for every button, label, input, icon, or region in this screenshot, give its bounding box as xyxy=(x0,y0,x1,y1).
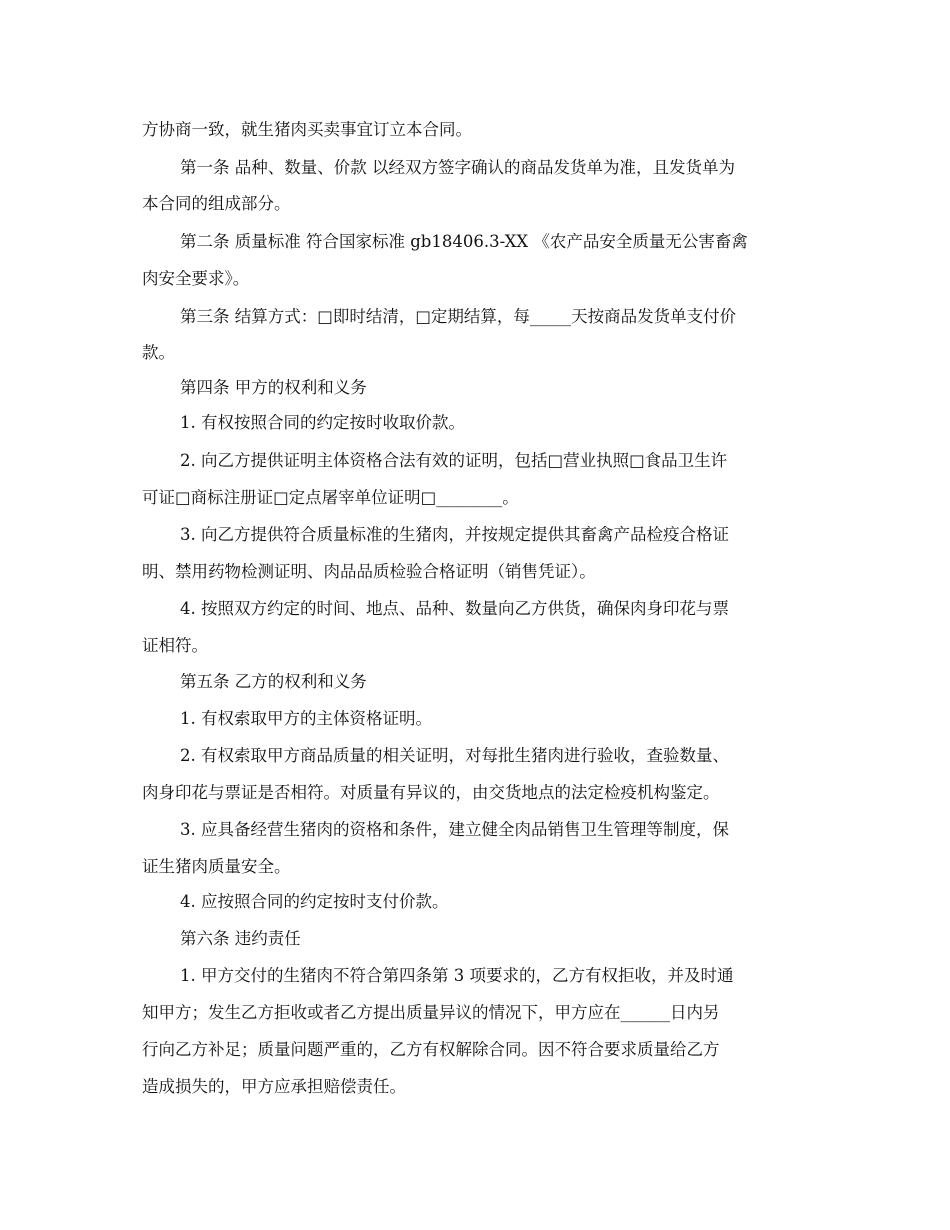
text-line-20: 3. 应具备经营生猪肉的资格和条件，建立健全肉品销售卫生管理等制度，保 xyxy=(180,820,729,839)
text-line-25: 知甲方；发生乙方拒收或者乙方提出质量异议的情况下，甲方应在______日内另 xyxy=(142,1003,720,1022)
text-line-4: 第二条 质量标准 符合国家标准 gb18406.3-XX 《农产品安全质量无公害畜禽 xyxy=(180,232,748,251)
text-line-1: 方协商一致，就生猪肉买卖事宜订立本合同。 xyxy=(142,120,472,139)
text-line-3: 本合同的组成部分。 xyxy=(142,194,291,213)
text-line-2: 第一条 品种、数量、价款 以经双方签字确认的商品发货单为准，且发货单为 xyxy=(180,158,735,177)
text-line-19: 肉身印花与票证是否相符。对质量有异议的，由交货地点的法定检疫机构鉴定。 xyxy=(142,783,720,802)
text-line-8: 第四条 甲方的权利和义务 xyxy=(180,378,367,397)
text-line-13: 明、禁用药物检测证明、肉品品质检验合格证明（销售凭证）。 xyxy=(142,562,596,581)
text-line-12: 3. 向乙方提供符合质量标准的生猪肉，并按规定提供其畜禽产品检疫合格证 xyxy=(180,525,729,544)
text-line-16: 第五条 乙方的权利和义务 xyxy=(180,672,367,691)
text-line-11: 可证□商标注册证□定点屠宰单位证明□________。 xyxy=(142,488,519,507)
text-line-6: 第三条 结算方式：□即时结清，□定期结算，每_____天按商品发货单支付价 xyxy=(180,307,737,326)
text-line-21: 证生猪肉质量安全。 xyxy=(142,857,291,876)
text-line-27: 造成损失的，甲方应承担赔偿责任。 xyxy=(142,1077,406,1096)
text-line-9: 1. 有权按照合同的约定按时收取价款。 xyxy=(180,413,465,432)
text-line-14: 4. 按照双方约定的时间、地点、品种、数量向乙方供货，确保肉身印花与票 xyxy=(180,599,729,618)
text-line-26: 行向乙方补足；质量问题严重的，乙方有权解除合同。因不符合要求质量给乙方 xyxy=(142,1040,720,1059)
text-line-24: 1. 甲方交付的生猪肉不符合第四条第 3 项要求的，乙方有权拒收，并及时通 xyxy=(180,966,734,985)
text-line-17: 1. 有权索取甲方的主体资格证明。 xyxy=(180,709,432,728)
text-line-10: 2. 向乙方提供证明主体资格合法有效的证明，包括□营业执照□食品卫生许 xyxy=(180,451,728,470)
text-line-22: 4. 应按照合同的约定按时支付价款。 xyxy=(180,892,449,911)
text-line-18: 2. 有权索取甲方商品质量的相关证明，对每批生猪肉进行验收，查验数量、 xyxy=(180,746,729,765)
text-line-23: 第六条 违约责任 xyxy=(180,929,301,948)
text-line-5: 肉安全要求》。 xyxy=(142,269,250,288)
text-line-7: 款。 xyxy=(142,343,175,362)
text-line-15: 证相符。 xyxy=(142,636,208,655)
